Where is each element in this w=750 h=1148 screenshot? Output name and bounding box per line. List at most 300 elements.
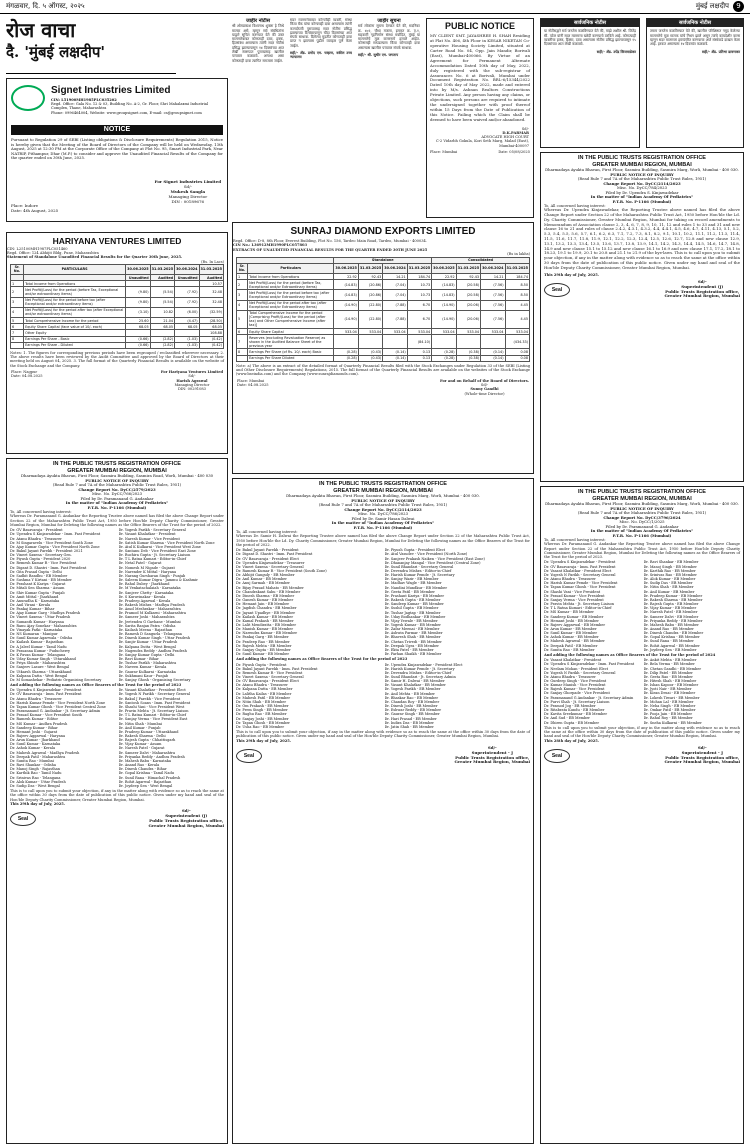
sunraj-header: 30.06.2024 [383,263,407,273]
pt4-h1: IN THE PUBLIC TRUSTS REGISTRATION OFFICE [578,489,706,495]
hariyana-cell: Equity Share Capital (face value of 10/- each) [24,324,126,330]
pn-address: C-2 Vidarbh Gokula, Kori Seth Marg, Malad (East), Mumbai-400097 [435,139,529,148]
pt3-name-item: Dr. Kailash Kumar - EB Member [236,614,293,619]
sunraj-cell: 533.04 [456,329,480,335]
sunraj-table [236,257,530,362]
pt2-name-item: Dr. Shiv Kumar Gupta - Punjab [10,590,65,595]
pt3-name-item: Dr. Bakul Jayant Parekh - President [236,548,299,553]
pt4-name-item: Dr. Atanu Bhadra - Treasurer [544,674,596,679]
pt3-name-item: Dr. Jayant Upadhye - EB Member [236,610,296,615]
sunraj-cell: 533.04 [358,329,382,335]
sunraj-cell: (7.88) [383,310,407,328]
pt4-name-item: Dr. Neelam Mohan - President Elect [544,666,609,671]
hariyana-header: Sr. No. [11,264,24,274]
pt3-change: Change Report No. DyCC/2114/2023 [344,506,422,512]
pt4-name-item: Dr. Purvi Shah - Jt. Secretary Liaison [544,699,610,704]
sunraj-cell: (14.90) [334,300,358,310]
pt2-seal: Seal [10,812,36,826]
pt2-name-item: Dr. Sudip Das - West Bengal [10,783,60,788]
sunraj-cell: 5 [237,310,248,328]
pt4-name-item: Dr. Nitin Shah - EB Member [643,585,694,590]
pt3-name-item: Dr. Prashant Kariya - EB Member [384,593,445,598]
pt4-change: Change Report No. DyCC/3796/2024 [603,514,681,520]
pt4-name-item: Dr. Dhiren Gupta - EB Member [544,720,600,725]
pt2-sig2: Public Trusts Registration office, [149,817,224,823]
pt2-name-item: Dr. Hemant Joshi - Gujarat [10,729,58,734]
pt3-name-item: Dr. Sunil Bhandari - Jt. Secretary Admin [384,675,456,680]
pt1-h1: IN THE PUBLIC TRUSTS REGISTRATION OFFICE [578,155,706,161]
pt2-name-item: Dr. Naveen Kumar - Kerala [118,665,167,670]
sunraj-cell: (22.80) [358,310,382,328]
pt3-name-item: Dr. Raghu Rao - EB Member [236,712,287,717]
pt4-signature [665,746,740,765]
pt3-name-item: Dr. Indira Das - EB Member [384,720,434,725]
pt1-sig1: Superintendent (J) [681,283,724,289]
hariyana-row [11,287,224,297]
hariyana-regd: Regd. Office: 124 Abhijit Bldg, Pune, Maharashtra [7,250,99,255]
hariyana-date: Date: 04.08.2025 [11,374,43,379]
pt3-name-item: Dr. Chandan Roy - EB Member [384,699,440,704]
pt2-name-item: Dr. Yogesh N Parikh - Secretary General [118,692,190,697]
pt2-h2: GREATER MUMBAI REGION, MUMBAI [67,467,167,474]
pt2-name-item: Dr. Atanu Bhadra - Treasurer [10,536,62,541]
pt3-name-item: Dr. Madhav Wagle - EB Member [384,581,442,586]
pt3-sig1: Superintendent - J [471,749,513,755]
pt3-name-item: Dr. Rajesh Mehta - EB Member [236,643,292,648]
pt2-name-item: Dr. Sarita Ranjan Patra - Odisha [118,623,176,628]
pt3-name-item: Dr. Sunil Bhandari - Secretary General [384,564,454,569]
sunraj-cell: Total Comprehensive Income for the period [Comprising Profit/(Loss) for the period (after tax) and Other Comprehensive Income (after tax)] [248,310,334,328]
pt2-sig3: Greater Mumbai Region, Mumbai [148,822,224,828]
pt2-name-item: Dr. Sumanth Kumar - Haryana [10,619,64,624]
pt3-name-item: Dr. Sanjay Wazir - EB Member [384,577,439,582]
pt4-name-item: Dr. Upendra S Kinjawadekar - President [544,560,616,565]
sunraj-cell [334,335,358,349]
pt4-name-item: Dr. Hitesh Shah - EB Member [643,679,697,683]
pt3-h2: GREATER MUMBAI REGION, MUMBAI [333,487,433,494]
pt1-seal: Seal [544,283,570,297]
pt4-name-item: Dr. Pradeep Kumar - EB Member [643,593,703,598]
pt1-filed: Filed by Dr. Upendra S. Kinjawadekar [605,189,679,195]
pt2-ptr: P.T.R. No. F-1166 (Mumbai) [87,504,147,510]
sunraj-row [237,355,530,361]
pt3-name-item: Dr. Vijay Yewale - EB Member [384,618,438,623]
pt2-name-item: Dr. Atanu Bhadra - Treasurer [10,696,62,701]
pt2-content [7,459,227,830]
sunraj-cell: 14.21 [481,274,505,280]
hariyana-cell: (0.66) [126,342,150,348]
pt3-name-item: Dr. Bhaskar Rao - EB Member [384,695,439,700]
pt4-name-item: Dr. GV Basavaraja - Imm. Past President [544,564,616,569]
pt2-name-item: Dr. Priyanka Reddy - Andhra Pradesh [118,754,185,759]
pt2-name-item: Dr. Ajay Kumar Gupta - Vice President North Zone [10,544,100,549]
signet-notice-title: NOTICE [11,125,223,135]
sunraj-header: 30.06.2025 [334,263,358,273]
pt3-name-item: Dr. GV Basavaraja - President Elect [236,556,299,561]
pt2-name-item: Dr. Ravi Kumar - Bihar [118,657,159,662]
pt3-name-item: Dr. Dinesh Sharma - EB Member [236,593,295,598]
signet-cin: CIN: L51900MH1985PLC035202 [51,98,117,102]
public-trust-notice-4 [540,486,744,1144]
pt4-name-item: Dr. Lokesh Tiwari - EB Member [643,695,700,700]
pt2-name-item: Dr. Ranu Ajay Sonekar - Maharashtra [10,623,77,628]
sarv1-sig: सही/- ॲड. उपेंद्र किंजवाडेकर [596,50,636,55]
pt2-name-item: Dr. Prasad Kumar - Vice President South [10,713,83,718]
pt2-name-item: Dr. Prashant K Kariya - Gujarat [10,582,66,587]
hariyana-cell: (4.47) [175,317,199,323]
pt3-sig2: Public Trusts Registration office, [455,754,530,760]
pt4-name-item: Dr. Gurdeep Singh - Vice President [544,679,607,683]
pt2-name-item: Dr. Sunita Rao - Mumbai [10,758,54,763]
hariyana-title: HARIYANA VENTURES LIMITED [52,236,182,246]
hariyana-row [11,342,224,348]
pt3-name-item: Dr. Remesh Kumar R - Vice President [236,670,303,675]
pt4-name-item: Dr. Sanjay Ghorpade - Vice President [544,691,610,696]
pt2-name-item: Dr. Shashi Vani - Vice President West [118,704,185,709]
sunraj-cell: (7.56) [481,290,505,300]
sunraj-cell: (14.90) [334,310,358,328]
pt3-name-item: Dr. Sunil Kumar - EB Member [236,652,290,657]
pt2-name-item: Dr. Sanjiv Kumar - Uttar Pradesh [118,640,178,645]
pt4-notice: PUBLIC NOTICE OF INQUIRY [610,505,674,511]
hariyana-cell: (9.80) [126,297,150,307]
sunraj-cell [481,335,505,349]
sunraj-cell: (0.14) [481,349,505,355]
pt4-name-item: Dr. Kiran Desai - EB Member [643,691,696,696]
roj-line2: दै. 'मुंबई लक्षदीप' [6,43,106,61]
pt3-name-item: Dr. Digant D. Shastri - Imm. Past President [236,552,313,557]
sunraj-cell: (0.43) [358,355,382,361]
pt3-name-item: Dr. Sushil Gupta - EB Member [384,606,439,611]
pt2-name-item: Dr. Ruchira Gupta - Jt. Secretary Liaison [118,553,191,558]
pt2-name-item: Dr. NS Kumaran - Manipur [10,632,58,637]
hariyana-header: 30.06.2025 [126,264,150,274]
pt1-rule: (Read Rule 7 and 7A of the Maharashtra Public Trust Rules, 1951) [577,176,707,181]
pt4-name-item: Dr. Shashi Vani - Vice President [544,589,601,594]
pt2-name-item: Dr. Bakul J Parekh - Vice President [118,696,181,701]
sunraj-header: 30.06.2024 [481,263,505,273]
pt2-name-item: Dr. Rajesh Gupta - Chhattisgarh [118,738,176,743]
pt4-h2: GREATER MUMBAI REGION, MUMBAI [592,495,692,502]
pt1-sig2: Public Trusts Registration office, [665,288,740,294]
pt4-name-item: Dr. Rajesh Gupta - EB Member [643,602,699,607]
pt4-name-item: Dr. Anil Kumar - EB Member [643,589,695,594]
pt1-to: To, All concerned having interest: [544,204,606,208]
pt2-name-item: Dr. Pradeep Agarwal - Kerala [118,598,171,603]
pt3-name-item: Dr. Narendra Kumar - EB Member [236,631,298,636]
pt3-name-item: Dr. Manish Kumar - EB Member [236,627,294,632]
hariyana-cell: 68.05 [175,324,199,330]
pt4-name-item: Dr. Sudip Das - EB Member [643,581,693,586]
sunraj-cell: 184.74 [407,274,431,280]
sunraj-date: Date: 04.08.2025 [237,382,269,387]
sunraj-for: For and on Behalf of the Board of Directors. [440,378,529,383]
pt3-rule: (Read Rule 7 and 7A of the Maharashtra Public Trust Rules, 1951) [318,502,448,507]
sunraj-cell: (0.43) [358,349,382,355]
pn-place-date [427,150,533,154]
pn-head: PUBLIC NOTICE [444,21,515,31]
sunraj-cell: (7.56) [481,300,505,310]
pt2-name-item: Dr. Santanu Deb - Vice President East Zone [118,548,196,553]
sarv1-text: या नोटीसद्वारे सर्व जनतेस कळविण्यात येते की, माझे अशील श्री. जितेंद्र सी. पटेल यांनी सदर मालमत्ता खरेदी करण्याचे ठरविले आहे. कोणत्याही व्यक्तीचा हक्क, हिस्सा, दावा असल्यास नोटीस प्रसिद्ध झाल्यापासून १५ दिवसांच्या आत लेखी कळवावे. [544,29,636,47]
pt3-name-item: Dr. Vasant Khalatkar - EB Member [384,683,446,688]
sunraj-cell: Reserves (excluding Revaluation Reserve) as shown in the Audited Balance Sheet of the previous year [248,335,334,349]
pt3-h1: IN THE PUBLIC TRUSTS REGISTRATION OFFICE [319,481,447,487]
pt4-name-list [544,658,740,725]
pt3-name-item: Dr. Chetan Trivedi - EB Member [384,639,442,644]
pt4-filed: Filed by Dr. Paramanand G. Andankar [605,523,679,529]
pt2-name-item: Dr. Amol Meshrakar - Maharashtra [118,607,181,612]
pt4-addr: Dharmadaya Ayukta Bhavan, First Floor, Sasmira Building, Sasmira Marg, Worli, Mumbai - 400 030. [545,501,739,506]
pt2-name-item: Dr. Netal Patel - Gujarat [118,561,162,566]
pt4-name-item: Dr. Mahesh Agrawal - EB Member [544,639,605,644]
pt1-misc: Misc. No. DyCC/784/2023 [616,185,667,190]
pt2-name-item: Dr. Sanjeev Chetty - Karnataka [118,590,174,595]
sunraj-cell: (14.83) [334,280,358,290]
hariyana-cell: (7.92) [175,287,199,297]
sunraj-cell: (14.83) [432,290,456,300]
pt4-name-item: Dr. Yogesh N Parikh - Secretary General [544,670,616,675]
hariyana-cell: (2.82) [150,336,174,342]
pn-adv-name: D.K.PARMAR [502,130,529,135]
pt2-name-item: Dr. Gaurav Kulkarni - Karnataka [118,669,176,674]
pt3-name-item: Dr. Vineet Saxena - Secretary General [236,564,304,569]
pt3-name-item: Dr. Anuj Sarmah - EB Member [236,581,290,586]
pt3-name-item: Dr. Atul Vasudev - Vice President (North Zone) [384,552,468,557]
jahir-text: श्री ओमप्रकाश विश्वनाथ शुक्ला हे जिथे मालक असे, म्हणून सर्व संबंधितांना याद्वारे सूचित करण्यात येते की उक्त मालमत्तेबाबत कोणताही दावा, हक्क, हितसंबंध असल्यास त्यांनी सदर नोटीस प्रसिद्ध झाल्यापासून १४ दिवसांच्या आत लेखी स्वरूपात पुराव्यासह खालील पत्त्यावर कळवावे. अन्यथा असा कोणताही दावा त्यागित समजला जाईल. [232,24,284,63]
pt3-name-item: Dr. Harish Kumar Pemde - Jt. Secretary [384,573,455,578]
hariyana-cell: (9.80) [126,287,150,297]
pt4-matter: In the matter of "Indian Academy Of Pediatrics" [590,528,694,533]
hariyana-cell: 32.48 [199,287,223,297]
pt2-name-item: Dr. Gita Prasad Gupta - Delhi [10,569,62,574]
pt2-rule: (Read Rule 7 and 7A of the Maharashtra Public Trust Rules, 1951) [52,482,182,487]
sunraj-header: 31.03.2025 [505,263,529,273]
pn-place: Place: Mumbai [430,150,458,155]
signet-company: Signet Industries Limited [51,85,171,96]
pt2-name-item: Dr. T L Ratna Kumari - Editor-in-Chief [118,713,187,718]
sunraj-cell: 22.92 [432,274,456,280]
pt3-name-item: Dr. Gaurav Singh - EB Member [384,712,440,717]
pt3-name-column [236,548,382,656]
pt4-name-column [544,658,641,725]
hariyana-cin: CIN: L25100MH1987PLC051460 [7,246,68,251]
pt4-name-item: Dr. Arun Kumar - EB Member [544,626,597,631]
pt2-name-item: Dr. Sunil Kumar - Karnataka [10,742,61,747]
pt2-name-item: Dr. Sanjay Kumar Gupta - Delhi [118,652,175,657]
pt2-name-item: Dr. Sunil Rana - Himachal Pradesh [118,775,181,780]
pt3-name-item: Dr. Bakul Jayant Parekh - Imm. Past President [236,666,318,671]
pt4-name-item: Dr. Joydeep Sen - EB Member [643,647,697,652]
hariyana-cell: Earnings Per Share - Basic [24,336,126,342]
pt2-name-item: Dr. M Singaravelu - Vice President South Zone [10,540,93,545]
pt3-signature [455,746,530,765]
signet-din: DIN : 00189676 [171,199,205,204]
pt2-name-item: Dr. Sanjeev Lasure - West Bengal [10,665,70,670]
pt4-name-item: Dr. Naresh Patel - EB Member [643,610,698,615]
pt2-name-item: Dr. MS Kumar - Andhra Pradesh [10,721,68,726]
pt2-name-item: Dr. Yogesh Parikh - Secretary General [118,528,186,533]
pt2-name-item: Dr. Rakesh Sharma - Delhi [118,733,166,738]
pt3-name-item: Dr. Piyush Gupta - President [236,662,287,667]
pt4-name-item: Dr. Sunil Rana - EB Member [643,639,694,644]
sunraj-cell: (20.86) [358,280,382,290]
pt3-name-item: Dr. Om Prakash - EB Member [236,704,289,709]
sunraj-place-date [237,379,269,396]
marathi-notice-1 [290,18,352,208]
pt3-filed: Filed by Dr. Samir Hasan Dalwai [351,515,415,521]
hariyana-row [11,297,224,307]
pt3-name-item: Dr. Lalitha Kailas - EB Member [236,691,292,696]
sunraj-cell: (0.28) [334,355,358,361]
pt3-sig3: Greater Mumbai Region, Mumbai [454,759,530,765]
pt2-name-item: Dr. Sunil Kumar Agarwala - Odisha [10,636,73,641]
pt4-name-item: Dr. Ravi Shankar - EB Member [643,560,699,565]
hariyana-cell: 32.48 [199,297,223,307]
masthead-paper [696,1,744,12]
sunraj-cell: 7 [237,335,248,349]
sunraj-cell: 533.04 [432,329,456,335]
pt3-name-item: Dr. Samir H. Dalwai - EB Member [384,679,445,684]
pt3-name-item: Dr. Ramesh Kumar R - Vice President (South Zone) [236,568,327,573]
mar1-text: सदर मालमत्तेबाबत कोणतीही व्यक्ती, संस्था किंवा बँक यांचा कोणताही दावा असल्यास त्यांनी कागदोपत्री पुराव्यासह सदर नोटीस प्रसिद्ध झाल्याच्या दिनांकापासून चौदा दिवसांच्या आत संपर्क साधावा. दिलेल्या मुदतीत कोणताही दावा प्राप्त न झाल्यास पुढील व्यवहार पूर्ण केला जाईल. [290,18,352,48]
pt4-name-item: Dr. Karthik Rao - EB Member [643,568,696,573]
pt2-closing: This is to call upon you to submit your objection, if any in the matter along with evidence so as to reach the same at the office within 30 days from the date of publication of this public notice. Given under my hand and seal of the Hon'ble Deputy Charity Commissioner, Greater Mumbai Region, Mumbai. [10,789,224,802]
pt2-name-item: Dr. Upendra S Kinjawadekar - President [10,688,82,693]
pt4-closing: This is to call upon you to submit your objection, if any in the matter along with evidence so as to reach the same at the office within 30 days from the date of publication of this public notice. Given under my hand and seal of the Hon'ble Deputy Charity Commissioner, Greater Mumbai Region, Mumbai. [544,725,740,739]
hariyana-cell: 10.82 [150,307,174,317]
pt2-name-item: Dr. Remesh Kumar R - Vice President [10,561,77,566]
pt4-name-item: Dr. Dilip Patel - EB Member [643,670,693,675]
hariyana-cell: (32.59) [199,307,223,317]
sunraj-cell: 1 [237,274,248,280]
pt4-name-item: Dr. Ritabrata Kundu - EB Member [544,708,605,713]
pt4-misc: Misc. No. DyCC/1/2025 [619,519,665,524]
sunraj-cell: (20.58) [456,290,480,300]
sarv2-sig: सही/- ॲड. प्रतिभा डावणकर [701,50,740,55]
sunraj-cell: 14.21 [383,274,407,280]
pt2-name-item: Dr. Priya Shinde - Maharashtra [10,661,66,666]
sunraj-cell: (14.83) [432,280,456,290]
pt3-name-item: Dr. Jagdish Chandra - EB Member [236,606,297,611]
pt4-name-item: Dr. Mahesh Babu - EB Member [643,622,699,627]
pt2-name-item: Dr. Kalpana Datta - West Bengal [10,673,68,678]
pt3-name-item: Dr. Chandrakant Sahu - EB Member [236,589,301,594]
pn-date: Date: 05/08/2025 [498,150,530,155]
sunraj-cell: 4.45 [505,310,529,328]
pn-body: MY CLIENT SMT. JAYASHREE H. SHAH Residing at Flat No. 406, 4th Floor in KESAR NIKETAN Co-operative Housing Society Limited, situated at Carter Road No. 04, Opp. Jain Mandir, Borivali (East), Mumbai-400066. By Virtue of an Agreement for Permanent Alternate Accommodation Dated 10th day of May, 2022, duly registered with the sub-registrar of Assurances No. 6 at Borivali, Mumbai under Document Registration No. BRL-6/15344/2022 Dated 10th day of May 2022, made and entered into by M/s. Ashnan Realtors Constructions Private Limited. Any person having any claims, or objections, such persons are required to intimate the undersigned together with proof thereof within 15 Days from the Date of Publication of this Notice. Failing which the Claim shall be deemed to have been waived and/or abandoned. [430,33,530,122]
hariyana-cell: 68.05 [199,324,223,330]
hariyana-cell: (5.54) [150,297,174,307]
sunraj-cell: 0.13 [407,355,431,361]
pt2-name-item: Dr. Pramod M Kulkarni - Maharashtra [118,611,186,616]
sunraj-cell: (20.06) [456,310,480,328]
pt4-content [541,487,743,767]
pt3-name-item: Dr. Ashwin Parmar - EB Member [384,631,443,636]
pt2-name-item: Dr. Pradeep Kumar - Uttarakhand [118,729,179,734]
pt4-name-item: Dr. Anil Sud - EB Member [544,716,590,721]
pt3-closing: This is to call upon you to submit your objection, if any in the matter along with evidence so as to reach the same at the office within 30 days from the date of publication of this public notice. Given under my hand and seal of the Hon'ble Deputy Charity Commissioner, Greater Mumbai Region, Mumbai. [236,730,530,739]
sunraj-cell: 6.70 [407,300,431,310]
pt4-name-item: Dr. Manoj Singh - EB Member [643,564,697,569]
sunraj-note: Note: a) The above is an extract of the detailed format of Quarterly Financial Results filed with the Stock Exchanges under Regulation 33 of the SEBI (Listing and Other Disclosure Requirements) Regulations, 2015. The full format of the Quarterly Financial Results are available on the websites of the Stock Exchange (www.bseindia.com) and the Company (www.sunrajdiamonds.com). [236,363,530,377]
pt2-name-item: Dr. Rajeev Aggarwal - Haryana [10,733,66,738]
sunraj-cell: (7.04) [383,280,407,290]
pt4-name-item: Dr. Omkar Patil - EB Member [643,708,696,713]
pt2-name-item: Dr. Anil Virani - Kerala [10,603,51,607]
pt4-name-item: Dr. Rahul Roy - EB Member [643,716,693,721]
sunraj-title: SUNRAJ DIAMOND EXPORTS LIMITED [290,226,476,237]
pn-adv-title: ADVOCATE HIGH COURT [481,135,529,140]
pt4-name-item: Dr. Rajesh Kumar - Vice President [544,687,605,692]
pt1-sd: Sd/- [697,278,707,284]
pn-signature [427,125,533,150]
mar1-sig: सही/- ॲड. प्रमोद एम. चव्हाण, वकील उच्च न्यायालय [290,51,352,60]
pt3-name-item: Dr. Kalpana Dutta - EB Member [236,687,293,692]
pt3-name-item: Dr. Sandeep Kumar - EB Member [384,602,444,607]
pt2-name-item: Dr. Digant D. Shastri - Imm. Past President [10,565,87,570]
pt3-footer [236,746,530,765]
pt2-name-item: Dr. Nomesh M Nigade - Gujarat [118,565,175,570]
pt1-ptr: P.T.R. No. F-1166 (Mumbai) [612,198,672,204]
pt2-name-item: Dr. Vinayak Patki - Karnataka [10,627,63,632]
hariyana-cell: (28.50) [199,317,223,323]
pt3-name-item: Dr. Tushar Jagtap - EB Member [384,610,441,615]
sunraj-cell: (14.90) [432,310,456,328]
pt2-misc: Misc. No. DyCC/766/2023 [91,491,142,496]
hariyana-designation: Managing Director [174,382,210,387]
sunraj-cell: (0.28) [432,355,456,361]
pt2-name-item: Dr. S Kuruvinakar - Kerala [118,594,166,599]
pt3-name-item: Dr. GV Basavaraja - President Elect [236,679,299,684]
pt4-name-item: Dr. MS Kumar - EB Member [544,610,594,615]
pt3-name-item: Dr. Geeta Patil - EB Member [384,589,435,594]
pt2-filed: Filed by Dr. Paramanand G. Andankar [80,495,154,501]
hariyana-cell: 68.05 [126,324,150,330]
hariyana-subheader: Unaudited [126,275,150,281]
pt2-name-item: Dr. Vineet Saxena - Secretary Gen. [10,553,72,558]
hariyana-cell: (3.10) [126,307,150,317]
sunraj-cell: Net Profit/(Loss) for the period (before Tax, Exceptional and/or Extraordinary items) [248,280,334,290]
pt3-name-item: Dr. Nitin Shah - EB Member [236,699,286,704]
hariyana-header: 31.03.2025 [150,264,174,274]
pt2-added-head: And adding the following names as Office Bearers of the Trust for the period of 2023 [10,682,182,687]
pt2-name-item: Dr. Karthik Rao - Tamil Nadu [10,771,62,776]
pt1-sig3: Greater Mumbai Region, Mumbai [664,293,740,299]
pt2-name-item: Dr. Deepak Patil - Maharashtra [10,754,66,759]
pt4-name-item: Dr. Pooja Jain - EB Member [643,712,693,717]
hariyana-table [10,264,224,349]
pt2-name-item: Dr. Uday Kumar Singh - Uttarakhand [10,657,76,662]
pt2-name-item: Dr. Narender K Mittal - Haryana [118,569,177,574]
masthead-title: मुंबई लक्षदीप [695,2,729,10]
pt4-name-column [644,560,741,651]
pt2-name-item: Dr. Nagendra Reddy - Andhra Pradesh [118,648,187,653]
mar2-text: सर्व लोकांना सूचना देण्यात येते की, सदनिका क्र. ४०२, चौथा मजला, इमारत क्र. ए-१, सहकारी गृहनिर्माण संस्था मर्यादित, मुंबई या मालमत्तेचे मूळ करारनामे हरवले आहेत. कोणासही सापडल्यास किंवा कोणताही दावा असल्यास खालील पत्त्यावर संपर्क साधावा. [358,24,420,50]
pt4-sig3: Greater Mumbai Region, Mumbai [664,759,740,765]
sunraj-cell: Total Income from Operations [248,274,334,280]
hariyana-cell: (0.42) [199,336,223,342]
pt2-name-item: Dr. Anuradha K - Karnataka [10,598,60,603]
pt2-name-item: Dr. Kailash Meena - Rajasthan [118,627,173,632]
pt4-name-item: Dr. Sanjay Verma - Vice President [544,597,604,602]
pt2-name-item: Dr. Pravin Mehta - Jt. Secretary Liaison [118,709,189,714]
signet-name: Mukesh Sangla [170,189,206,194]
marathi-notice-2 [358,18,420,208]
pt3-name-item: Dr. Rakesh Gupta - EB Member [384,598,441,603]
hariyana-cell: (1.03) [175,342,199,348]
hariyana-subheader: Audited [150,275,174,281]
